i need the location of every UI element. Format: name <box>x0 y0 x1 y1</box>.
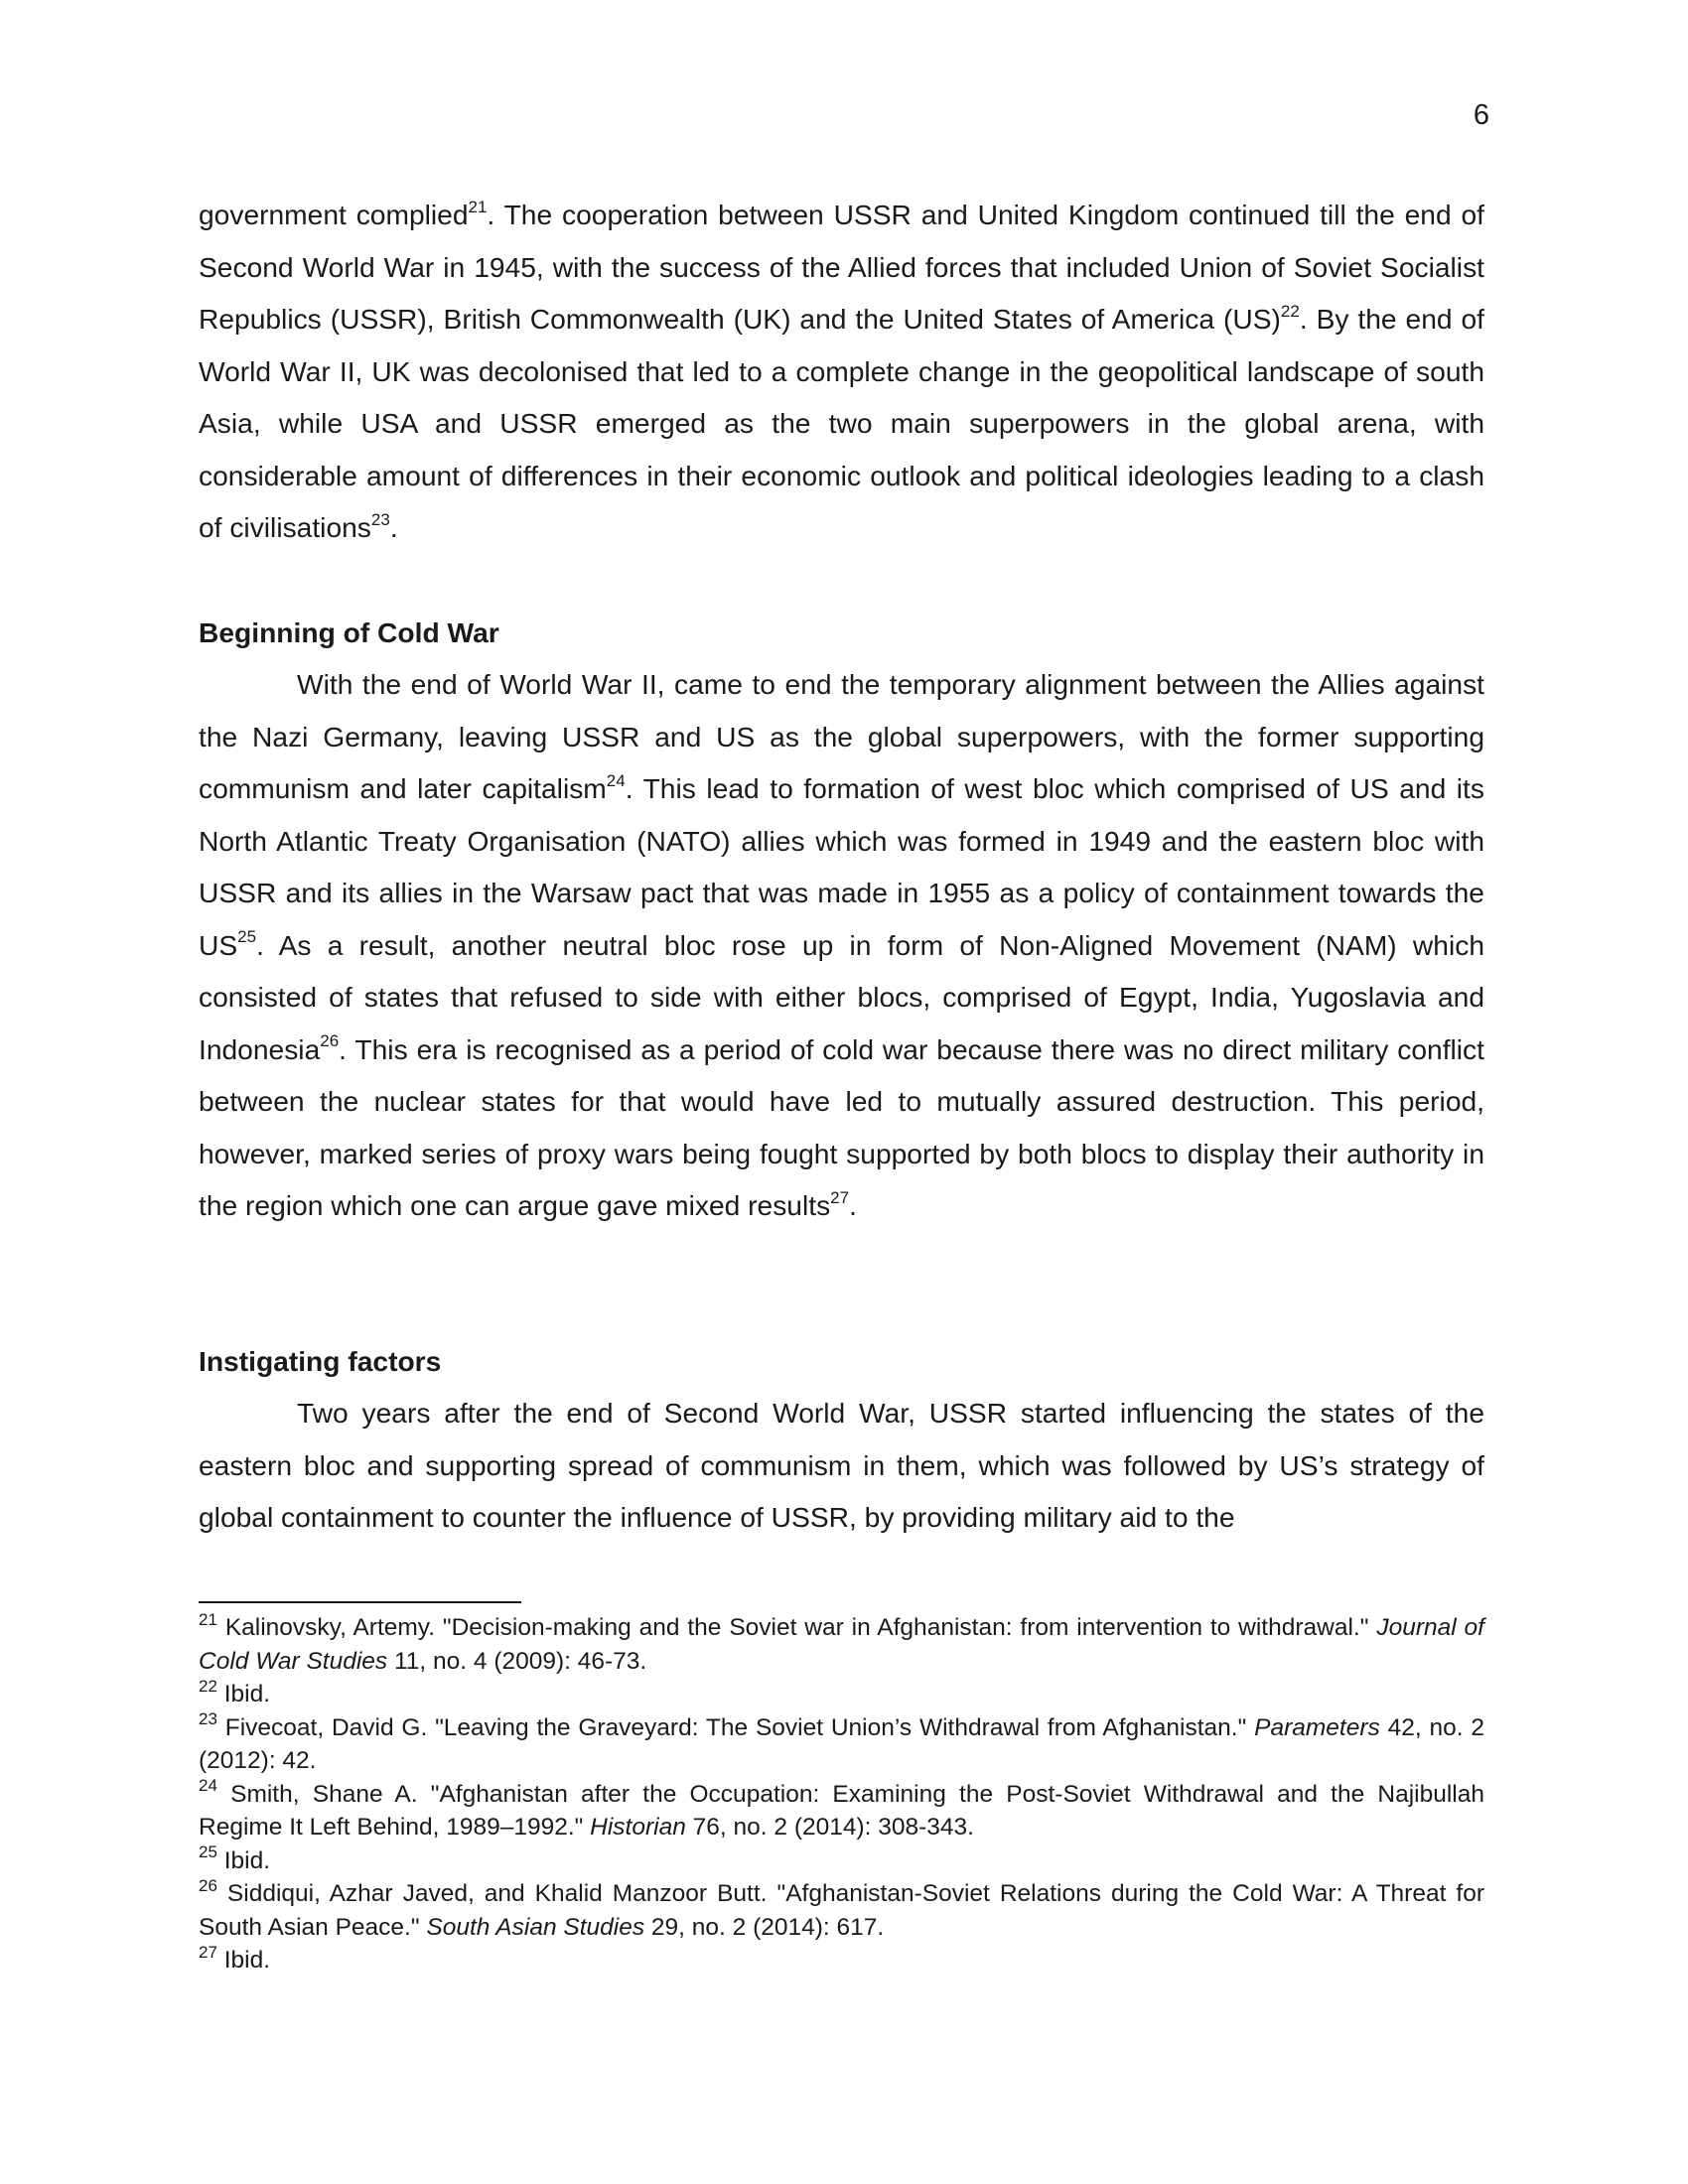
text-run: Fivecoat, David G. "Leaving the Graveyard: The Soviet Union’s Withdrawal from Afghanistan." <box>216 1713 1255 1741</box>
text-run: 42, no. 2 (2012): 42. <box>199 1713 1484 1774</box>
footnote-27 <box>199 1944 1484 1978</box>
footnote-24 <box>199 1778 1484 1844</box>
text-run: . This lead to formation of west bloc which comprised of US and its North Atlantic Treaty Organisation (NATO) allies which was formed in 1949 and the eastern bloc with USSR and its allies in the Warsaw pact that was made in 1955 as a policy of containment towards the US <box>199 772 1484 961</box>
text-run: 76, no. 2 (2014): 308-343. <box>685 1814 974 1841</box>
text-run: 29, no. 2 (2014): 617. <box>644 1913 885 1941</box>
paragraph-instigating-factors <box>199 1387 1484 1544</box>
footnote-reference: 22 <box>1280 301 1300 321</box>
text-run: . <box>389 511 398 543</box>
text-run: With the end of World War II, came to end the temporary alignment between the Allies against the Nazi Germany, leaving USSR and US as the global superpowers, with the former supporting communism and later capitalism <box>199 668 1484 804</box>
footnote-reference: 21 <box>468 197 488 216</box>
text-run: Kalinovsky, Artemy. "Decision-making and the Soviet war in Afghanistan: from intervention to withdrawal." <box>216 1614 1377 1641</box>
footnote-number: 22 <box>199 1676 217 1696</box>
footnote-reference: 24 <box>606 770 626 790</box>
footnote-22 <box>199 1678 1484 1711</box>
text-run: Two years after the end of Second World War, USSR started influencing the states of the eastern bloc and supporting spread of communism in them, which was followed by US’s strategy of global containment to counter the influence of USSR, by providing military aid to the <box>199 1397 1484 1533</box>
text-run: . By the end of World War II, UK was decolonised that led to a complete change in the geopolitical landscape of south Asia, while USA and USSR emerged as the two main superpowers in the global arena, with considerable amount of differences in their economic outlook and political ideologies leading to a clash of civilisations <box>199 303 1484 543</box>
text-run: . This era is recognised as a period of cold war because there was no direct military conflict between the nuclear states for that would have led to mutually assured destruction. This period, however, marked series of proxy wars being fought supported by both blocs to display their authority in the region which one can argue gave mixed results <box>199 1032 1484 1221</box>
footnote-separator <box>199 1601 521 1603</box>
text-run: 11, no. 4 (2009): 46-73. <box>387 1647 647 1675</box>
footnotes <box>199 1611 1484 1978</box>
footnote-26 <box>199 1877 1484 1944</box>
section-heading-instigating-factors: Instigating factors <box>199 1345 442 1377</box>
journal-title: Journal of Cold War Studies <box>199 1614 1484 1675</box>
paragraph-continuation <box>199 189 1484 554</box>
text-run: Ibid. <box>216 1681 271 1707</box>
footnote-21 <box>199 1611 1484 1678</box>
text-run: Smith, Shane A. "Afghanistan after the Occupation: Examining the Post-Soviet Withdrawal and the Najibullah Regime It Left Behind, 1989–1992." <box>199 1780 1484 1841</box>
text-run: Ibid. <box>216 1947 271 1974</box>
footnote-reference: 26 <box>320 1031 340 1051</box>
journal-title: Parameters <box>1254 1713 1380 1741</box>
footnote-23 <box>199 1711 1484 1778</box>
text-run: . The cooperation between USSR and United Kingdom continued till the end of Second World War in 1945, with the success of the Allied forces that included Union of Soviet Socialist Republics (USSR), British Commonwealth (UK) and the United States of America (US) <box>199 199 1484 335</box>
text-run: . As a result, another neutral bloc rose up in form of Non-Aligned Movement (NAM) which consisted of states that refused to side with either blocs, comprised of Egypt, India, Yugoslavia and Indonesia <box>199 928 1484 1065</box>
text-run: . <box>849 1189 857 1221</box>
text-run: government complied <box>199 199 469 230</box>
section-heading-beginning-of-cold-war: Beginning of Cold War <box>199 616 499 648</box>
page-number: 6 <box>1473 99 1489 131</box>
footnote-reference: 25 <box>237 927 257 947</box>
footnote-number: 26 <box>199 1875 217 1895</box>
footnote-25 <box>199 1844 1484 1878</box>
footnote-number: 24 <box>199 1776 217 1796</box>
journal-title: Historian <box>590 1814 686 1841</box>
paragraph-beginning-of-cold-war <box>199 658 1484 1232</box>
footnote-reference: 27 <box>830 1187 850 1207</box>
text-run: Ibid. <box>216 1846 271 1874</box>
footnote-reference: 23 <box>370 509 390 529</box>
text-run: Siddiqui, Azhar Javed, and Khalid Manzoor Butt. "Afghanistan-Soviet Relations during the Cold War: A Threat for South Asian Peace." <box>199 1880 1484 1941</box>
footnote-number: 25 <box>199 1843 217 1862</box>
footnote-number: 27 <box>199 1942 217 1962</box>
footnote-number: 21 <box>199 1609 217 1629</box>
journal-title: South Asian Studies <box>426 1913 645 1941</box>
footnote-number: 23 <box>199 1709 217 1729</box>
